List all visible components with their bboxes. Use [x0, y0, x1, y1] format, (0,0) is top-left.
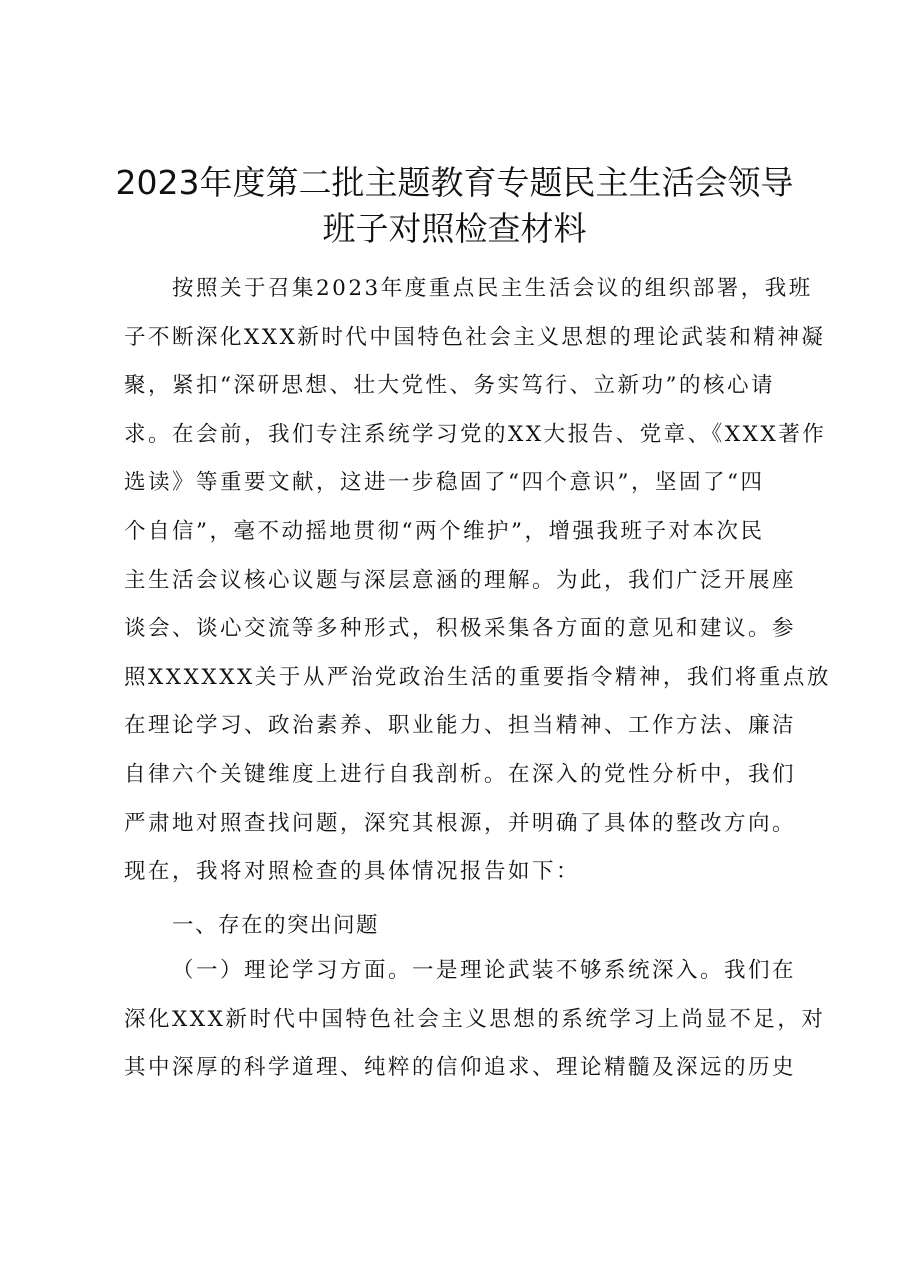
text-line: 个自信”，毫不动摇地贯彻“两个维护”，增强我班子对本次民	[124, 518, 765, 544]
title-line-1: 2023年度第二批主题教育专题民主生活会领导	[115, 163, 794, 202]
text-line: 求。在会前，我们专注系统学习党的XX大报告、党章、《XXX著作	[124, 421, 827, 447]
text-line: 在理论学习、政治素养、职业能力、担当精神、工作方法、廉洁	[124, 713, 797, 739]
subsection-paragraph-block	[124, 947, 824, 1093]
text-line: 谈会、谈心交流等多种形式，积极采集各方面的意见和建议。参	[124, 616, 797, 642]
text-line: 其中深厚的科学道理、纯粹的信仰追求、理论精髓及深远的历史	[124, 1055, 797, 1081]
subsection-paragraph	[124, 947, 824, 1093]
document-title	[110, 160, 799, 252]
section-heading: 一、存在的突出问题	[172, 913, 380, 938]
text-line: 自律六个关键维度上进行自我剖析。在深入的党性分析中，我们	[124, 761, 797, 787]
text-line: （一）理论学习方面。一是理论武装不够系统深入。我们在	[172, 958, 797, 983]
text-line: 选读》等重要文献，这进一步稳固了“四个意识”，坚固了“四	[124, 470, 765, 496]
text-line: 子不断深化XXX新时代中国特色社会主义思想的理论武装和精神凝	[124, 324, 826, 350]
text-line: 严肃地对照查找问题，深究其根源，并明确了具体的整改方向。	[124, 810, 797, 836]
title-line-2: 班子对照检查材料	[322, 209, 587, 248]
text-line: 现在，我将对照检查的具体情况报告如下：	[124, 859, 581, 885]
intro-paragraph	[124, 265, 831, 897]
text-line: 按照关于召集2023年度重点民主生活会议的组织部署，我班	[172, 276, 813, 301]
intro-paragraph-block	[124, 265, 831, 897]
text-line: 深化XXX新时代中国特色社会主义思想的系统学习上尚显不足，对	[124, 1006, 826, 1032]
text-line: 照XXXXXX关于从严治党政治生活的重要指令精神，我们将重点放	[124, 664, 831, 690]
text-line: 聚，紧扣“深研思想、壮大党性、务实笃行、立新功”的核心请	[124, 373, 775, 399]
text-line: 主生活会议核心议题与深层意涵的理解。为此，我们广泛开展座	[124, 567, 797, 593]
